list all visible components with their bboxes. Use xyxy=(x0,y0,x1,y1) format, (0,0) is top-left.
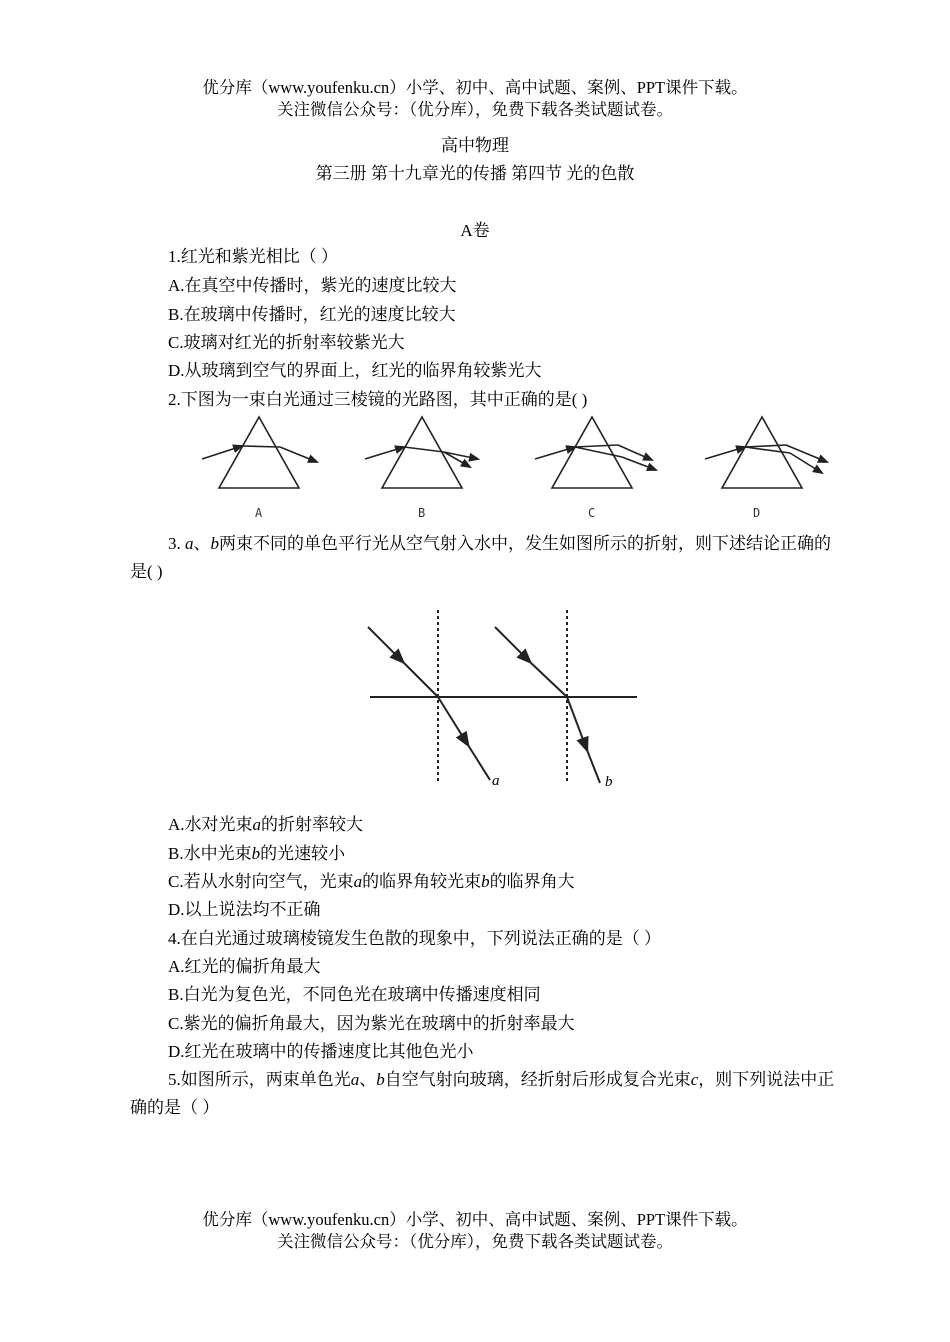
q2-prism-c xyxy=(535,417,656,488)
q3-option-c: C.若从水射向空气，光束a的临界角较光束b的临界角大 xyxy=(168,872,575,891)
q3-option-a: A.水对光束a的折射率较大 xyxy=(168,815,364,834)
header-line-1: 优分库（www.youfenku.cn）小学、初中、高中试题、案例、PPT课件下载。 xyxy=(202,78,748,97)
q4-option-b: B.白光为复色光，不同色光在玻璃中传播速度相同 xyxy=(168,985,541,1004)
q3-fig-label-a: a xyxy=(492,773,500,789)
q1-option-b: B.在玻璃中传播时，红光的速度比较大 xyxy=(168,305,456,324)
q2-stem: 2.下图为一束白光通过三棱镜的光路图，其中正确的是( ) xyxy=(168,390,588,409)
q3-refraction-diagram xyxy=(360,605,650,795)
q2-label-b: B xyxy=(418,506,426,520)
q4-option-d: D.红光在玻璃中的传播速度比其他色光小 xyxy=(168,1042,474,1061)
q2-prism-b xyxy=(365,417,478,488)
q2-label-a: A xyxy=(255,506,263,520)
chapter-title: 第三册 第十九章光的传播 第四节 光的色散 xyxy=(315,164,635,183)
q4-option-c: C.紫光的偏折角最大，因为紫光在玻璃中的折射率最大 xyxy=(168,1014,575,1033)
q1-option-d: D.从玻璃到空气的界面上，红光的临界角较紫光大 xyxy=(168,361,542,380)
q2-prism-a xyxy=(202,417,317,488)
subject-title: 高中物理 xyxy=(441,136,509,155)
q1-option-c: C.玻璃对红光的折射率较紫光大 xyxy=(168,333,405,352)
q3-option-d: D.以上说法均不正确 xyxy=(168,900,321,919)
q4-stem: 4.在白光通过玻璃棱镜发生色散的现象中，下列说法正确的是（ ） xyxy=(168,929,661,948)
q1-stem: 1.红光和紫光相比（ ） xyxy=(168,247,338,266)
q1-option-a: A.在真空中传播时，紫光的速度比较大 xyxy=(168,276,457,295)
q2-label-c: C xyxy=(588,506,596,520)
q5-stem: 5.如图所示，两束单色光a、b自空气射向玻璃，经折射后形成复合光束c，则下列说法中正确的是（ ） xyxy=(130,1070,835,1117)
section-title: A卷 xyxy=(460,221,490,240)
header-line-2: 关注微信公众号：（优分库），免费下载各类试题试卷。 xyxy=(277,100,673,119)
q3-fig-label-b: b xyxy=(605,774,613,790)
q3-stem: 3. a、b两束不同的单色平行光从空气射入水中，发生如图所示的折射，则下述结论正确的是( ) xyxy=(130,534,831,581)
q2-prism-diagram xyxy=(182,415,832,525)
q2-label-d: D xyxy=(753,506,761,520)
footer-line-2: 关注微信公众号：（优分库），免费下载各类试题试卷。 xyxy=(277,1232,673,1251)
q2-prism-d xyxy=(705,417,827,488)
q4-option-a: A.红光的偏折角最大 xyxy=(168,957,321,976)
footer-line-1: 优分库（www.youfenku.cn）小学、初中、高中试题、案例、PPT课件下载。 xyxy=(202,1210,748,1229)
q3-option-b: B.水中光束b的光速较小 xyxy=(168,844,346,863)
